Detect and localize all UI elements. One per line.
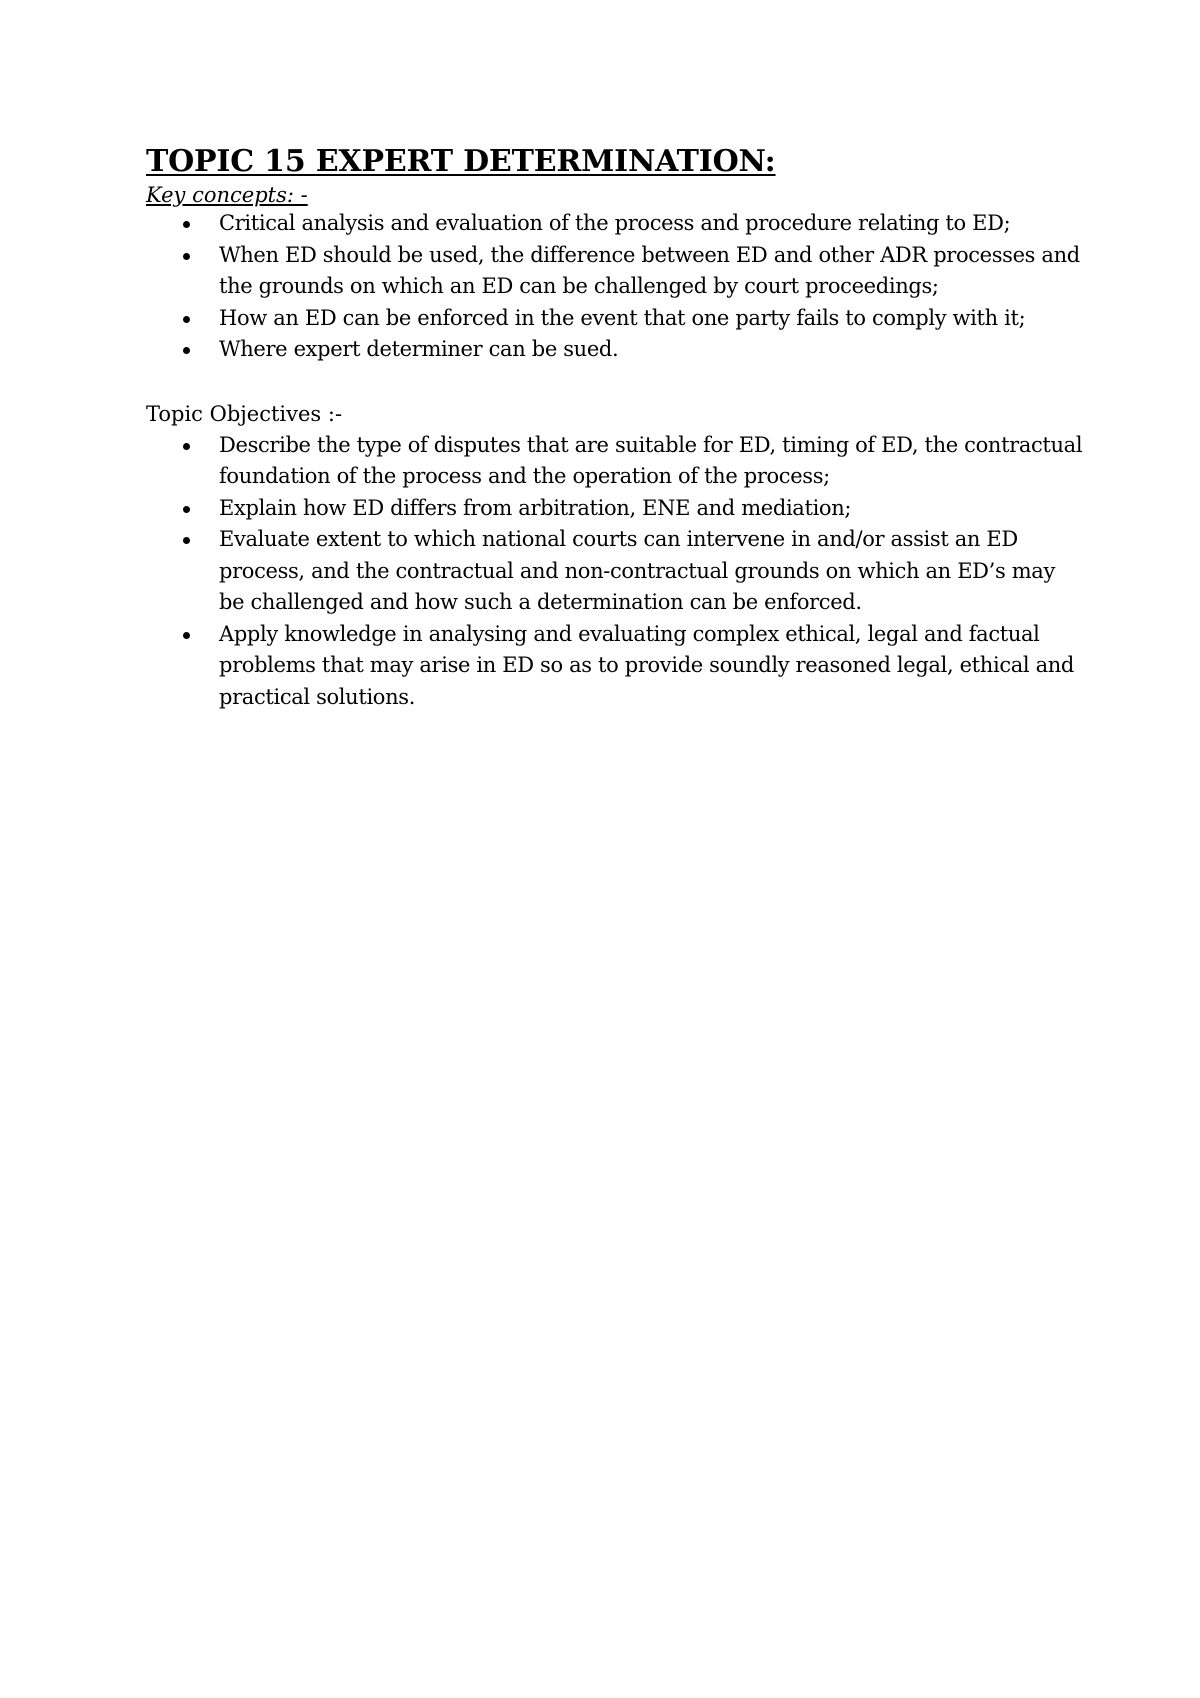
list-item-text: Evaluate extent to which national courts can intervene in and/or assist an ED process, and the contractual and non-contractual grounds on which an ED’s may be challenged and how such a determination can be enforced.: [219, 527, 1055, 614]
list-item: [146, 334, 1086, 366]
objectives-heading: Topic Objectives :-: [146, 401, 343, 426]
bullet-icon: [183, 253, 190, 260]
bullet-icon: [183, 443, 190, 450]
document-content: [146, 142, 1086, 713]
bullet-icon: [183, 221, 190, 228]
objectives-list: [146, 430, 1086, 714]
list-item-text: Describe the type of disputes that are suitable for ED, timing of ED, the contractual foundation of the process and the operation of the process;: [219, 432, 1083, 488]
list-item-text: Apply knowledge in analysing and evaluating complex ethical, legal and factual problems that may arise in ED so as to provide soundly reasoned legal, ethical and practical solutions.: [219, 621, 1075, 709]
bullet-icon: [183, 537, 190, 544]
list-item-text: How an ED can be enforced in the event that one party fails to comply with it;: [219, 305, 1026, 330]
list-item-text: Explain how ED differs from arbitration, ENE and mediation;: [219, 495, 852, 520]
section-spacer: [146, 366, 1086, 398]
list-item: [146, 524, 1086, 619]
key-concepts-heading: Key concepts: -: [146, 183, 308, 207]
list-item: [146, 493, 1086, 525]
document-title: TOPIC 15 EXPERT DETERMINATION:: [146, 144, 776, 179]
list-item: [146, 303, 1086, 335]
list-item-text: Where expert determiner can be sued.: [219, 337, 619, 361]
bullet-icon: [183, 506, 190, 513]
bullet-icon: [183, 632, 190, 639]
list-item: [146, 240, 1086, 303]
list-item: [146, 208, 1086, 240]
list-item: [146, 430, 1086, 493]
bullet-icon: [183, 347, 190, 354]
list-item: [146, 619, 1086, 714]
list-item-text: When ED should be used, the difference between ED and other ADR processes and the grounds on which an ED can be challenged by court proceedings;: [219, 242, 1080, 298]
bullet-icon: [183, 316, 190, 323]
list-item-text: Critical analysis and evaluation of the process and procedure relating to ED;: [219, 211, 1011, 235]
key-concepts-list: [146, 208, 1086, 366]
